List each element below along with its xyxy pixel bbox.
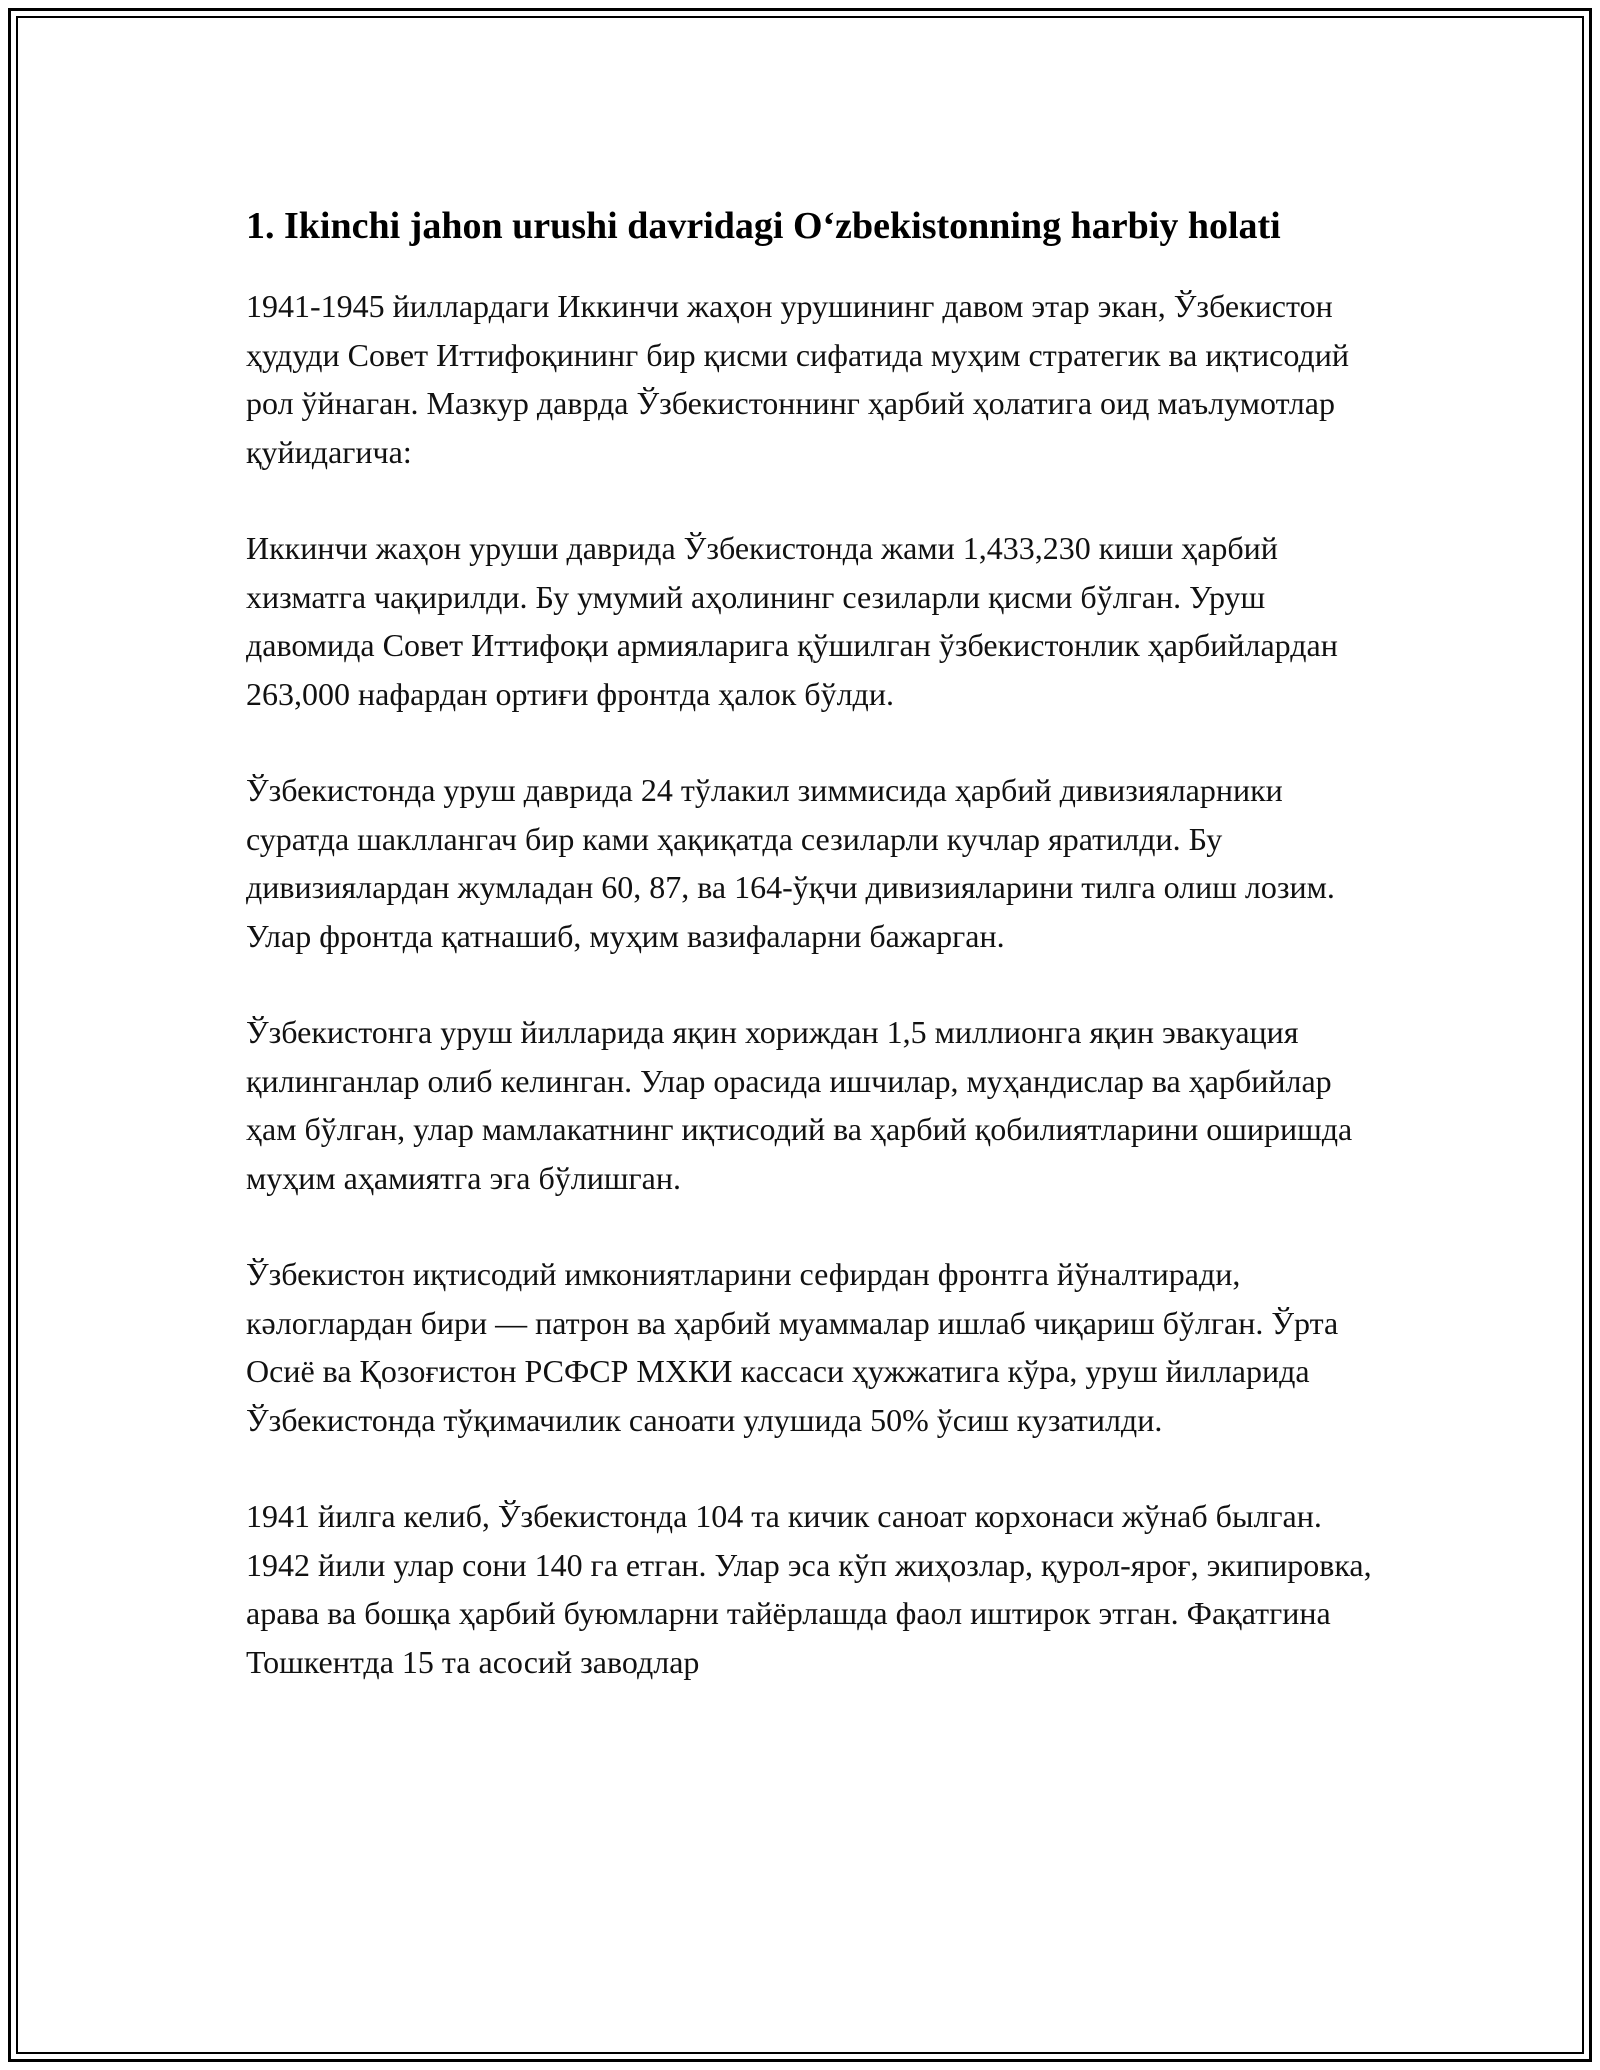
paragraph-intro: 1941-1945 йиллардаги Иккинчи жаҳон урушининг давом этар экан, Ўзбекистон ҳудуди Совет Иттифоқининг бир қисми сифатида муҳим стратегик ва иқтисодий рол ўйнаган. Мазкур даврда Ўзбекистоннинг ҳарбий ҳолатига оид маълумотлар қуйидагича:: [246, 288, 1349, 470]
paragraph-conscription: Иккинчи жаҳон уруши даврида Ўзбекистонда жами 1,433,230 киши ҳарбий хизматга чақирилди. Бу умумий аҳолининг сезиларли қисми бўлган. Уруш давомида Совет Иттифоқи армияларига қўшилган ўзбекистонлик ҳарбийлардан 263,000 нафардан ортиғи фронтда ҳалок бўлди.: [246, 530, 1338, 712]
paragraph-divisions: Ўзбекистонда уруш даврида 24 тўлакил зиммисида ҳарбий дивизияларники суратда шакллангач бир ками ҳақиқатда сезиларли кучлар яратилди. Бу дивизиялардан жумладан 60, 87, ва 164-ўқчи дивизияларини тилга олиш лозим. Улар фронтда қатнашиб, муҳим вазифаларни бажарган.: [246, 772, 1335, 954]
page-frame: [8, 8, 1592, 2062]
paragraph-industry: 1941 йилга келиб, Ўзбекистонда 104 та кичик саноат корхонаси жўнаб былган. 1942 йили улар сони 140 га етган. Улар эса кўп жиҳозлар, қурол-яроғ, экипировка, арава ва бошқа ҳарбий буюмларни тайёрлашда фаол иштирок этган. Фақатгина Тошкентда 15 та асосий заводлар: [246, 1498, 1372, 1680]
document-title: 1. Ikinchi jahon urushi davridagi O‘zbekistonning harbiy holati: [246, 205, 1281, 247]
paragraph-economy: Ўзбекистон иқтисодий имкониятларини сефирдан фронтга йўналтиради, кәлоглардан бири — патрон ва ҳарбий муаммалар ишлаб чиқариш бўлган. Ўрта Осиё ва Қозоғистон РСФСР МХКИ кассаси ҳужжатига кўра, уруш йилларида Ўзбекистонда тўқимачилик саноати улушида 50% ўсиш кузатилди.: [246, 1256, 1339, 1438]
document-body: [246, 199, 1381, 1686]
paragraph-evacuation: Ўзбекистонга уруш йилларида яқин хориждан 1,5 миллионга яқин эвакуация қилинганлар олиб келинган. Улар орасида ишчилар, муҳандислар ва ҳарбийлар ҳам бўлган, улар мамлакатнинг иқтисодий ва ҳарбий қобилиятларини оширишда муҳим аҳамиятга эга бўлишган.: [246, 1014, 1353, 1196]
